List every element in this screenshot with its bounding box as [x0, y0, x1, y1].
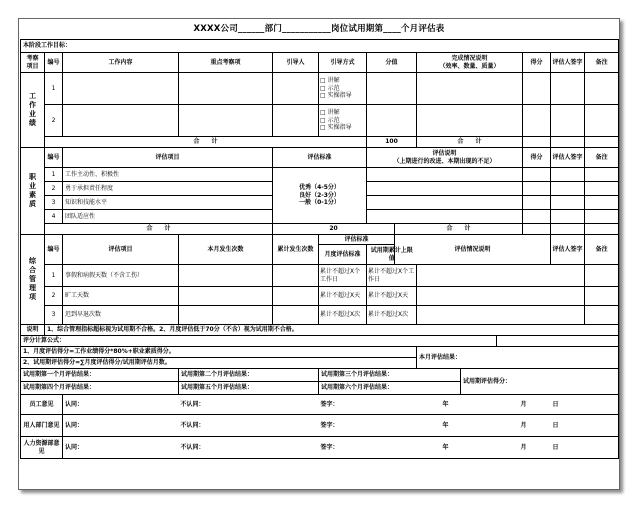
- work-no-header: 编号: [45, 53, 63, 73]
- mgmt-signer-cell[interactable]: [585, 265, 619, 287]
- work-focus-cell[interactable]: [179, 73, 273, 105]
- quality-item-cell: 团队适应性: [63, 210, 273, 224]
- work-total-note[interactable]: [585, 137, 619, 148]
- department-disagree[interactable]: 不认同：: [179, 415, 319, 437]
- work-result-cell[interactable]: [417, 73, 523, 105]
- mgmt-desc-cell[interactable]: [417, 265, 585, 287]
- quality-item-cell: 勇于承担责任程度: [63, 182, 273, 196]
- employee-agree[interactable]: 认同：: [63, 395, 179, 415]
- quality-total-label-2: 合 计: [395, 224, 523, 235]
- employee-opinion-label: 员工意见: [21, 395, 63, 415]
- work-total-label-2: 合 计: [417, 137, 523, 148]
- quality-desc-cell[interactable]: [367, 168, 523, 182]
- department-month: 月: [497, 415, 551, 437]
- department-sign[interactable]: 签字：: [319, 415, 395, 437]
- work-note-header: 备注: [585, 53, 619, 73]
- month-1-result[interactable]: 试用期第一个月评估结果：: [21, 369, 179, 382]
- quality-score-header: 得分: [523, 148, 551, 168]
- work-score-value-cell[interactable]: [367, 105, 417, 137]
- quality-note-cell[interactable]: [585, 210, 619, 224]
- month-2-result[interactable]: 试用期第二个月评估结果：: [179, 369, 319, 382]
- quality-score-cell[interactable]: [523, 210, 551, 224]
- quality-total-label: 合 计: [45, 224, 273, 235]
- work-mentor-header: 引导人: [273, 53, 319, 73]
- work-content-cell[interactable]: [63, 105, 179, 137]
- formula-line-1: 1、月度评估得分=工作业绩得分*80%+职业素质得分。: [21, 347, 417, 358]
- quality-item-header: 评估项目: [63, 148, 273, 168]
- work-result-header: 完成情况说明 （效率、数量、质量）: [417, 53, 523, 73]
- month-result-label[interactable]: 本月评估结果：: [417, 347, 619, 369]
- mgmt-desc-header: 评估情况说明: [395, 235, 551, 265]
- quality-row-no: 4: [45, 210, 63, 224]
- quality-desc-cell[interactable]: [367, 196, 523, 210]
- quality-note-cell[interactable]: [585, 168, 619, 182]
- mgmt-desc-cell[interactable]: [417, 287, 585, 306]
- work-total-score[interactable]: [523, 137, 551, 148]
- mgmt-standard-header: 评估标准: [319, 235, 395, 245]
- mgmt-row-no: 2: [45, 287, 63, 306]
- quality-score-cell[interactable]: [523, 196, 551, 210]
- quality-item-cell: 工作主动性、积极性: [63, 168, 273, 182]
- quality-signer-cell[interactable]: [551, 182, 585, 196]
- work-method-options[interactable]: □ 讲解 □ 示范 □ 实操指导: [319, 105, 367, 137]
- period-score-label[interactable]: 试用期评估得分：: [461, 369, 619, 395]
- employee-disagree[interactable]: 不认同：: [179, 395, 319, 415]
- work-note-cell[interactable]: [585, 105, 619, 137]
- work-mentor-cell[interactable]: [273, 105, 319, 137]
- quality-note-cell[interactable]: [585, 182, 619, 196]
- quality-row-no: 1: [45, 168, 63, 182]
- mgmt-std-limit-cell: 累计不超过X天: [367, 287, 417, 306]
- mgmt-std-month-cell: 累计不超过X个工作日: [319, 265, 367, 287]
- work-score-header: 得分: [523, 53, 551, 73]
- mgmt-signer-header: 评估人签字: [551, 235, 585, 265]
- work-content-header: 工作内容: [63, 53, 179, 73]
- quality-section-label: 职业素质: [21, 148, 45, 235]
- work-focus-header: 重点考察项: [179, 53, 273, 73]
- work-signer-cell[interactable]: [551, 73, 585, 105]
- employee-day: 日: [551, 395, 619, 415]
- work-row-no: 2: [45, 105, 63, 137]
- mgmt-std-month-header: 月度评估标准: [319, 245, 367, 265]
- quality-signer-cell[interactable]: [551, 196, 585, 210]
- quality-total-value: 20: [273, 224, 395, 235]
- mgmt-item-cell: 事假和病假天数（不含工伤）: [63, 265, 179, 287]
- quality-item-cell: 知识和技能水平: [63, 196, 273, 210]
- month-5-result[interactable]: 试用期第五个月评估结果：: [179, 382, 319, 395]
- mgmt-item-cell: 旷工天数: [63, 287, 179, 306]
- quality-desc-cell[interactable]: [367, 182, 523, 196]
- mgmt-item-cell: 迟到早退次数: [63, 306, 179, 325]
- work-signer-cell[interactable]: [551, 105, 585, 137]
- work-score-cell[interactable]: [523, 73, 551, 105]
- note-text: 1、综合管理指标超标视为试用期不合格。2、月度评估低于70分（不含）视为试用期不合格。: [45, 325, 619, 336]
- mgmt-std-month-cell: 累计不超过X次: [319, 306, 367, 325]
- work-score-value-header: 分值: [367, 53, 417, 73]
- work-content-cell[interactable]: [63, 73, 179, 105]
- work-total-value: 100: [367, 137, 417, 148]
- work-result-cell[interactable]: [417, 105, 523, 137]
- mgmt-desc-cell[interactable]: [417, 306, 585, 325]
- form-title: XXXX公司______部门___________岗位试用期第____个月评估表: [193, 24, 445, 34]
- mgmt-row-no: 3: [45, 306, 63, 325]
- evaluation-sheet: [18, 18, 620, 490]
- quality-row-no: 2: [45, 182, 63, 196]
- work-mentor-cell[interactable]: [273, 73, 319, 105]
- goal-label: 本阶段工作目标：: [21, 40, 619, 53]
- work-row-no: 1: [45, 73, 63, 105]
- quality-total-signer[interactable]: [551, 224, 585, 235]
- quality-desc-header: 评估说明 （上期进行的改进、本期出现的不足）: [367, 148, 523, 168]
- quality-standard-header: 评估标准: [273, 148, 367, 168]
- hr-sign[interactable]: 签字：: [319, 437, 395, 459]
- mgmt-signer-cell[interactable]: [585, 287, 619, 306]
- evaluation-table: [20, 39, 619, 459]
- quality-note-cell[interactable]: [585, 196, 619, 210]
- hr-disagree[interactable]: 不认同：: [179, 437, 319, 459]
- mgmt-cum-count-cell[interactable]: [273, 306, 319, 325]
- mgmt-month-count-header: 本月发生次数: [179, 235, 273, 265]
- quality-total-score[interactable]: [523, 224, 551, 235]
- hr-year: 年: [395, 437, 497, 459]
- mgmt-cum-count-header: 累计发生次数: [273, 235, 319, 265]
- month-3-result[interactable]: 试用期第三个月评估结果：: [319, 369, 461, 382]
- work-method-header: 引导方式: [319, 53, 367, 73]
- quality-desc-cell[interactable]: [367, 210, 523, 224]
- work-focus-cell[interactable]: [179, 105, 273, 137]
- mgmt-std-limit-cell: 累计不超过X次: [367, 306, 417, 325]
- mgmt-signer-cell[interactable]: [585, 306, 619, 325]
- hr-opinion-label: 人力资源部意见: [21, 437, 63, 459]
- department-opinion-label: 用人部门意见: [21, 415, 63, 437]
- mgmt-row-no: 1: [45, 265, 63, 287]
- quality-signer-cell[interactable]: [551, 210, 585, 224]
- mgmt-std-limit-cell: 累计不超过X个工作日: [367, 265, 417, 287]
- work-total-signer[interactable]: [551, 137, 585, 148]
- employee-sign[interactable]: 签字：: [319, 395, 395, 415]
- quality-score-cell[interactable]: [523, 168, 551, 182]
- mgmt-month-count-cell[interactable]: [179, 306, 273, 325]
- quality-no-header: 编号: [45, 148, 63, 168]
- quality-signer-cell[interactable]: [551, 168, 585, 182]
- mgmt-no-header: 编号: [45, 235, 63, 265]
- mgmt-std-month-cell: 累计不超过X天: [319, 287, 367, 306]
- quality-score-cell[interactable]: [523, 182, 551, 196]
- work-signer-header: 评估人签字: [551, 53, 585, 73]
- work-method-options[interactable]: □ 讲解 □ 示范 □ 实操指导: [319, 73, 367, 105]
- department-year: 年: [395, 415, 497, 437]
- mgmt-note-header: 备注: [585, 235, 619, 265]
- hr-day: 日: [551, 437, 619, 459]
- mgmt-month-count-cell[interactable]: [179, 265, 273, 287]
- mgmt-item-header: 评估项目: [63, 235, 179, 265]
- formula-label: 评分计算公式：: [21, 336, 497, 347]
- mgmt-cum-count-cell[interactable]: [273, 287, 319, 306]
- quality-signer-header: 评估人签字: [551, 148, 585, 168]
- mgmt-cum-count-cell[interactable]: [273, 265, 319, 287]
- formula-line-2: 2、试用期评估得分=∑月度评估得分/试用期评估月数。: [21, 358, 417, 369]
- formula-blank: [497, 336, 619, 347]
- note-label: 说明: [21, 325, 45, 336]
- hr-agree[interactable]: 认同：: [63, 437, 179, 459]
- quality-total-note[interactable]: [585, 224, 619, 235]
- department-day: 日: [551, 415, 619, 437]
- quality-standard-cell: 优秀（4-5分） 良好（2-3分） 一般（0-1分）: [273, 168, 367, 224]
- work-section-label: 工作业绩: [21, 73, 45, 148]
- employee-month: 月: [497, 395, 551, 415]
- department-agree[interactable]: 认同：: [63, 415, 179, 437]
- mgmt-std-limit-header: 试用期累计上限值: [367, 245, 417, 265]
- month-4-result[interactable]: 试用期第四个月评估结果：: [21, 382, 179, 395]
- employee-year: 年: [395, 395, 497, 415]
- exam-item-header: 考察项目: [21, 53, 45, 73]
- quality-note-header: 备注: [585, 148, 619, 168]
- month-6-result[interactable]: 试用期第六个月评估结果：: [319, 382, 461, 395]
- hr-month: 月: [497, 437, 551, 459]
- work-note-cell[interactable]: [585, 73, 619, 105]
- work-score-value-cell[interactable]: [367, 73, 417, 105]
- work-score-cell[interactable]: [523, 105, 551, 137]
- quality-row-no: 3: [45, 196, 63, 210]
- mgmt-section-label: 综合管理项: [21, 235, 45, 325]
- mgmt-month-count-cell[interactable]: [179, 287, 273, 306]
- work-total-label: 合 计: [45, 137, 367, 148]
